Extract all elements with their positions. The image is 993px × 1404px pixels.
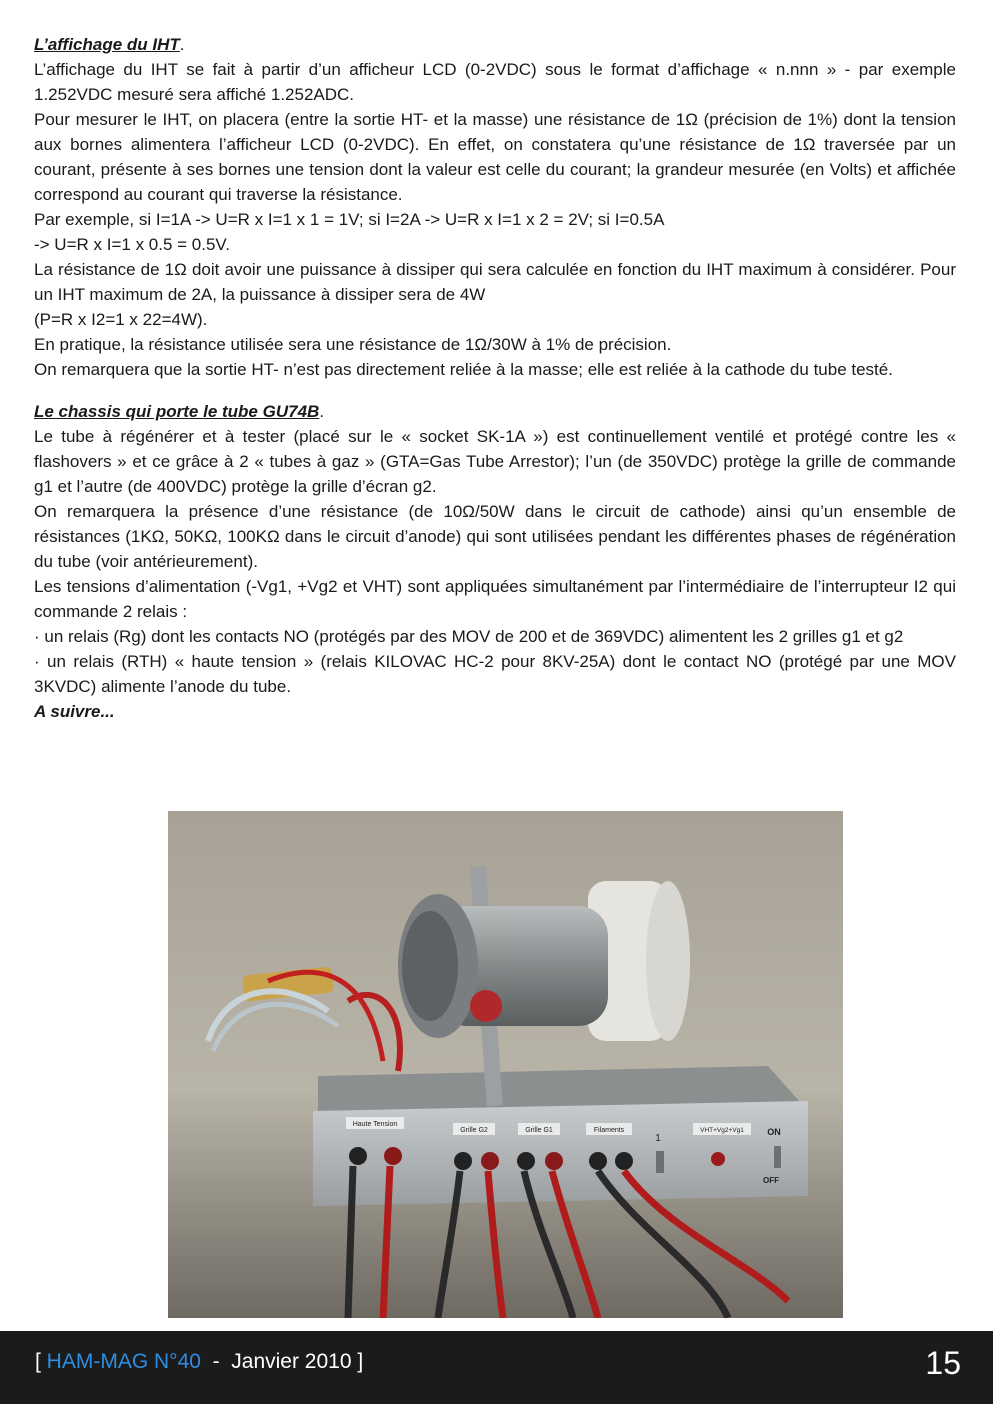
section-heading-chassis: Le chassis qui porte le tube GU74B. [34, 402, 325, 421]
issue-date: Janvier 2010 ] [231, 1350, 364, 1373]
panel-label-haute-tension: Haute Tension [352, 1121, 398, 1128]
section-title: L’affichage du IHT [34, 35, 180, 54]
article-body [34, 32, 956, 724]
panel-label-off: OFF [763, 1176, 779, 1185]
paragraph: · un relais (RTH) « haute tension » (relais KILOVAC HC-2 pour 8KV-25A) dont le contact NO (protégé par une MOV 3KVDC) alimente l’anode du tube. [34, 652, 956, 696]
paragraph: Pour mesurer le IHT, on placera (entre la sortie HT- et la masse) une résistance de 1Ω (précision de 1%) dont la tension aux bornes alimentera l’afficheur LCD (0-2VDC). En effet, on constatera qu’une résistance de 1Ω traversée par un courant, présente à ses bornes une tension dont la valeur est celle du courant; la grandeur mesurée (en Volts) et affichée correspond au courant qui traverse la résistance. [34, 110, 956, 204]
paragraph: La résistance de 1Ω doit avoir une puissance à dissiper qui sera calculée en fonction du IHT maximum à considérer. Pour un IHT maximum de 2A, la puissance à dissiper sera de 4W [34, 260, 956, 304]
panel-label-switch-1: 1 [655, 1133, 661, 1144]
section-title: Le chassis qui porte le tube GU74B [34, 402, 320, 421]
to-be-continued: A suivre... [34, 702, 115, 721]
panel-label-vht: VHT+Vg2+Vg1 [700, 1127, 744, 1134]
paragraph: (P=R x I2=1 x 22=4W). [34, 310, 208, 329]
paragraph: On remarquera que la sortie HT- n’est pas directement reliée à la masse; elle est reliée à la cathode du tube testé. [34, 360, 893, 379]
paragraph: Le tube à régénérer et à tester (placé sur le « socket SK-1A ») est continuellement ventilé et protégé contre les « flashovers » et ce grâce à 2 « tubes à gaz » (GTA=Gas Tube Arrestor); l’un (de 350VDC) protège la grille de commande g1 et l’autre (de 400VDC) protège la grille d’écran g2. [34, 427, 956, 496]
paragraph: · un relais (Rg) dont les contacts NO (protégés par des MOV de 200 et de 369VDC) alimentent les 2 grilles g1 et g2 [34, 627, 904, 646]
magazine-issue: [ HAM-MAG N°40 - Janvier 2010 ] [35, 1350, 364, 1373]
panel-label-filaments: Filaments [593, 1127, 625, 1134]
page-footer [0, 1331, 993, 1404]
paragraph: Par exemple, si I=1A -> U=R x I=1 x 1 = 1V; si I=2A -> U=R x I=1 x 2 = 2V; si I=0.5A [34, 210, 665, 229]
panel-label-grille-g1: Grille G1 [525, 1127, 553, 1134]
paragraph: -> U=R x I=1 x 0.5 = 0.5V. [34, 235, 230, 254]
section-heading-lcd: L’affichage du IHT. [34, 35, 185, 54]
page-number: 15 [925, 1345, 961, 1381]
magazine-name: HAM-MAG N°40 [46, 1350, 201, 1373]
paragraph: En pratique, la résistance utilisée sera une résistance de 1Ω/30W à 1% de précision. [34, 335, 672, 354]
panel-label-grille-g2: Grille G2 [460, 1127, 488, 1134]
panel-label-on: ON [767, 1127, 781, 1137]
paragraph: On remarquera la présence d’une résistance (de 10Ω/50W dans le circuit de cathode) ainsi qu’un ensemble de résistances (1KΩ, 50KΩ, 100KΩ dans le circuit d’anode) qui sont utilisées pendant les différentes phases de régénération du tube (voir antérieurement). [34, 502, 956, 571]
paragraph: L’affichage du IHT se fait à partir d’un afficheur LCD (0-2VDC) sous le format d’affichage « n.nnn » - par exemple 1.252VDC mesuré sera affiché 1.252ADC. [34, 60, 956, 104]
paragraph: Les tensions d’alimentation (-Vg1, +Vg2 et VHT) sont appliquées simultanément par l’intermédiaire de l’interrupteur I2 qui commande 2 relais : [34, 577, 956, 621]
chassis-photo [168, 811, 843, 1318]
